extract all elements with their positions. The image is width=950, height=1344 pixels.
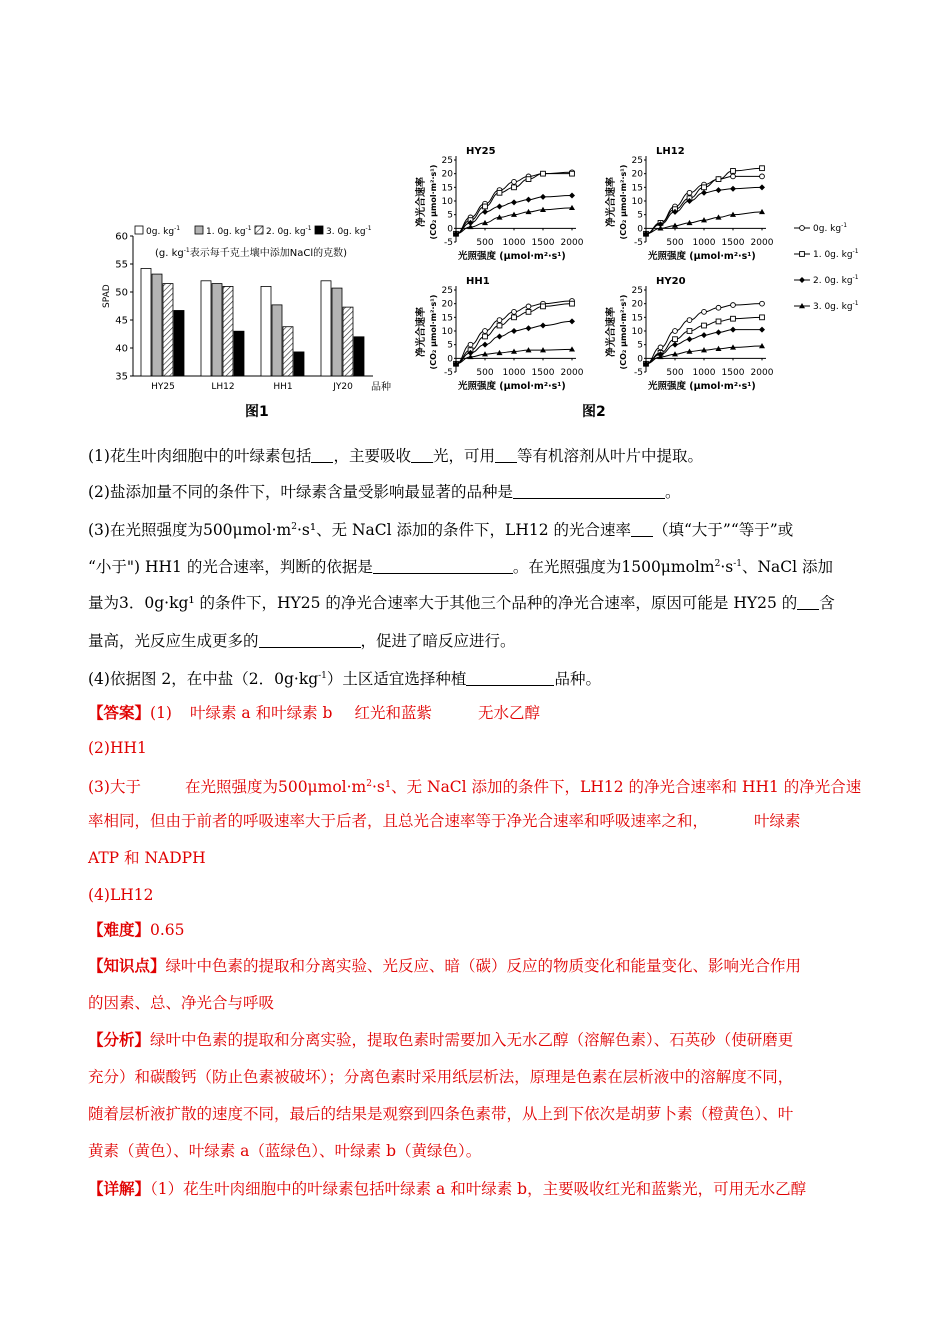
fig2-point — [526, 325, 532, 331]
fig2-yunit: (CO₂ μmol·m²·s¹) — [429, 294, 438, 370]
fig1-legend-label: 1. 0g. $kg^{-1}$ — [206, 225, 252, 237]
answer-3-line-3: ATP 和 NADPH — [88, 849, 206, 867]
fig2-ytick: 10 — [441, 197, 453, 207]
fig2-xtick: 1500 — [531, 368, 555, 378]
question-3-line-2: “小于") HH1 的光合速率，判断的依据是 。在光照强度为$1500\mu molm^2\cdot s^{-1}$、NaCl 添加 — [88, 558, 834, 577]
fig2-point — [800, 252, 805, 257]
fig2-point — [716, 319, 721, 324]
fig2-point — [730, 327, 736, 333]
fig2-point — [701, 332, 707, 338]
fig2-panel — [604, 276, 774, 392]
fig2-point — [570, 171, 575, 176]
fig2-point — [570, 301, 575, 306]
fig2-ylabel: 净光合速率 — [416, 307, 427, 357]
fig2-panel — [414, 146, 584, 262]
question-3-line-1: (3)在光照强度为$500\mu mol\cdot m^2\cdot s^1$、无 NaCl 添加的条件下，LH12 的光合速率 （填“大于”“等于”或 — [88, 521, 794, 540]
fig1-ytick: 40 — [115, 343, 128, 355]
fig2-xlabel: 光照强度 (μmol·m²·s¹) — [458, 381, 566, 392]
fig2-ytick: 25 — [441, 156, 453, 166]
fig1-category-label: LH12 — [211, 382, 235, 392]
fig2-point — [760, 315, 765, 320]
fig1-note: (g. $kg^{-1}$表示每千克土壤中添加NaCl的克数) — [155, 247, 348, 259]
fig2-point — [730, 186, 736, 192]
fig2-ytick: 20 — [631, 169, 643, 180]
difficulty: 【难度】0.65 — [88, 920, 185, 939]
fig2-yunit: (CO₂ μmol·m²·s¹) — [619, 164, 628, 240]
fig2-xtick: 1000 — [502, 238, 526, 248]
question-1: (1)花生叶肉细胞中的叶绿素包括 ，主要吸收 光，可用 等有机溶剂从叶片中提取。 — [88, 447, 704, 465]
fig2-point — [673, 329, 678, 334]
question-3-line-4: 量高，光反应生成更多的 ，促进了暗反应进行。 — [88, 632, 516, 650]
fig2-xlabel: 光照强度 (μmol·m²·s¹) — [648, 381, 756, 392]
fig2-point — [760, 301, 765, 306]
fig2-xtick: 2000 — [750, 238, 774, 248]
fig2-panel-title: HY25 — [466, 146, 496, 157]
fig2-panel-title: LH12 — [656, 146, 685, 157]
figure-2-line-charts — [412, 140, 857, 422]
fig1-xlabel: 品种 — [371, 382, 391, 393]
fig2-series-line — [646, 168, 762, 234]
answer-1: 【答案】(1) 叶绿素 a 和叶绿素 b 红光和蓝紫 无水乙醇 — [88, 703, 540, 722]
fig2-point — [799, 277, 805, 283]
fig1-ylabel: SPAD — [102, 284, 112, 308]
fig2-xtick: 500 — [666, 368, 684, 378]
fig1-bar — [272, 305, 282, 376]
fig2-yunit: (CO₂ μmol·m²·s¹) — [429, 164, 438, 240]
fig1-ytick: 35 — [115, 371, 128, 383]
fig1-bar — [223, 286, 233, 376]
fig1-bar — [141, 268, 151, 376]
fig2-point — [731, 169, 736, 174]
fig2-xtick: 2000 — [560, 238, 584, 248]
fig2-ytick: 20 — [631, 299, 643, 310]
fig2-xtick: 1500 — [721, 238, 745, 248]
fig2-point — [526, 309, 531, 314]
fig2-point — [716, 177, 721, 182]
fig1-ytick: 50 — [115, 287, 128, 299]
fig2-point — [731, 316, 736, 321]
figure-1-bar-chart — [95, 218, 415, 418]
fig2-point — [716, 329, 722, 335]
fig2-point — [569, 193, 575, 199]
fig2-point — [512, 179, 517, 184]
fig2-xlabel: 光照强度 (μmol·m²·s¹) — [458, 251, 566, 262]
fig1-category-label: HY25 — [151, 382, 175, 392]
fig2-point — [497, 190, 502, 195]
fig2-ytick: -5 — [634, 238, 643, 248]
fig2-xtick: 1000 — [692, 238, 716, 248]
fig2-point — [512, 315, 517, 320]
fig1-bar — [294, 352, 304, 376]
fig2-point — [687, 318, 692, 323]
fig2-point — [541, 171, 546, 176]
fig1-bar — [212, 284, 222, 376]
answer-3-line-2: 率相同，但由于前者的呼吸速率大于后者，且总光合速率等于净光合速率和呼吸速率之和， 叶绿素 — [88, 812, 801, 830]
fig2-ytick: 15 — [631, 313, 643, 324]
fig2-series-line — [456, 321, 572, 363]
fig2-point — [483, 329, 488, 334]
fig2-xtick: 500 — [476, 238, 494, 248]
fig1-category-label: HH1 — [273, 382, 293, 392]
fig2-point — [716, 305, 721, 310]
fig2-ytick: 25 — [441, 286, 453, 296]
answer-4: (4)LH12 — [88, 886, 154, 904]
fig2-point — [687, 329, 692, 334]
fig2-point — [760, 174, 765, 179]
fig2-ytick: 25 — [631, 156, 643, 166]
knowledge-line-2: 的因素、总、净光合与呼吸 — [88, 994, 275, 1012]
fig1-bar — [174, 310, 184, 376]
fig2-point — [483, 334, 488, 339]
fig1-legend — [135, 225, 372, 237]
fig2-point — [540, 194, 546, 200]
fig2-ytick: 10 — [631, 327, 643, 337]
fig2-xtick: 1000 — [502, 368, 526, 378]
fig1-bar — [321, 281, 331, 376]
fig2-ytick: 10 — [441, 327, 453, 337]
fig2-legend-label: 2. 0g. $kg^{-1}$ — [813, 274, 859, 286]
fig2-point — [482, 209, 488, 215]
fig2-yunit: (CO₂ μmol·m²·s¹) — [619, 294, 628, 370]
fig2-point — [759, 184, 765, 190]
fig1-legend-swatch — [315, 226, 323, 234]
fig1-bar — [343, 307, 353, 376]
fig2-point — [716, 187, 722, 193]
detail-line-1: 【详解】（1）花生叶肉细胞中的叶绿素包括叶绿素 a 和叶绿素 b，主要吸收红光和蓝紫光，可用无水乙醇 — [88, 1179, 807, 1198]
fig2-ylabel: 净光合速率 — [416, 177, 427, 227]
fig2-point — [687, 190, 692, 195]
fig2-xtick: 500 — [666, 238, 684, 248]
fig2-point — [540, 323, 546, 329]
fig1-legend-label: 2. 0g. $kg^{-1}$ — [266, 225, 312, 237]
fig2-point — [731, 174, 736, 179]
fig2-ytick: 0 — [447, 224, 453, 235]
fig2-point — [702, 323, 707, 328]
fig2-caption: 图2 — [582, 404, 606, 420]
fig2-point — [511, 199, 517, 205]
answer-2: (2)HH1 — [88, 739, 147, 757]
fig2-ytick: 0 — [637, 224, 643, 235]
fig2-legend-label: 1. 0g. $kg^{-1}$ — [813, 248, 859, 260]
fig2-ytick: 15 — [441, 183, 453, 194]
fig2-point — [701, 190, 707, 196]
fig2-xlabel: 光照强度 (μmol·m²·s¹) — [648, 251, 756, 262]
fig1-category-label: JY20 — [333, 382, 353, 392]
fig1-bars — [141, 268, 364, 392]
fig2-panel-title: HY20 — [656, 276, 686, 287]
fig2-ytick: 0 — [447, 354, 453, 365]
fig2-point — [702, 309, 707, 314]
fig2-point — [512, 185, 517, 190]
analysis-line-4: 黄素（黄色）、叶绿素 a（蓝绿色）、叶绿素 b（黄绿色）。 — [88, 1142, 482, 1160]
fig2-ytick: -5 — [634, 368, 643, 378]
fig2-xtick: 2000 — [560, 368, 584, 378]
analysis-line-3: 随着层析液扩散的速度不同，最后的结果是观察到四条色素带，从上到下依次是胡萝卜素（橙黄色）、叶 — [88, 1105, 794, 1123]
fig2-point — [526, 304, 531, 309]
fig2-point — [511, 328, 517, 334]
fig2-ytick: -5 — [444, 238, 453, 248]
fig2-point — [541, 304, 546, 309]
fig2-point — [702, 185, 707, 190]
fig2-panel — [604, 146, 774, 262]
fig1-bar — [261, 286, 271, 376]
fig1-bar — [152, 274, 162, 376]
fig2-point — [512, 309, 517, 314]
fig1-legend-swatch — [195, 226, 203, 234]
fig2-xtick: 1000 — [692, 368, 716, 378]
fig2-ytick: 0 — [637, 354, 643, 365]
fig2-panel-title: HH1 — [466, 276, 490, 287]
question-4: (4)依据图 2，在中盐（2．$0g\cdot kg^{-1}$）土区适宜选择种植 品种。 — [88, 670, 601, 689]
fig1-legend-label: 3. 0g. $kg^{-1}$ — [326, 225, 372, 237]
fig2-point — [526, 177, 531, 182]
fig2-point — [468, 342, 473, 347]
fig2-ytick: 15 — [441, 313, 453, 324]
answer-3-line-1: (3)大于 在光照强度为$500\mu mol\cdot m^2\cdot s^1$、无 NaCl 添加的条件下，LH12 的净光合速率和 HH1 的净光合速 — [88, 778, 862, 797]
fig2-xtick: 2000 — [750, 368, 774, 378]
fig2-ytick: -5 — [444, 368, 453, 378]
fig1-bar — [332, 288, 342, 376]
fig2-point — [760, 166, 765, 171]
fig2-ytick: 5 — [447, 210, 453, 221]
fig2-point — [482, 342, 488, 348]
fig2-ytick: 5 — [447, 340, 453, 351]
fig2-ytick: 20 — [441, 169, 453, 180]
fig2-ytick: 10 — [631, 197, 643, 207]
fig2-point — [497, 203, 503, 209]
fig2-point — [658, 345, 663, 350]
fig2-panel — [414, 276, 584, 392]
fig2-ytick: 5 — [637, 340, 643, 351]
fig2-ytick: 15 — [631, 183, 643, 194]
knowledge-line-1: 【知识点】绿叶中色素的提取和分离实验、光反应、暗（碳）反应的物质变化和能量变化、影响光合作用 — [88, 956, 802, 975]
fig2-legend-label: 3. 0g. $kg^{-1}$ — [813, 300, 859, 312]
question-2: (2)盐添加量不同的条件下，叶绿素含量受影响最显著的品种是 。 — [88, 483, 681, 501]
fig1-legend-swatch — [255, 226, 263, 234]
fig2-xtick: 1500 — [721, 368, 745, 378]
fig2-point — [731, 303, 736, 308]
fig1-bar — [234, 331, 244, 376]
fig2-xtick: 1500 — [531, 238, 555, 248]
analysis-line-2: 充分）和碳酸钙（防止色素被破坏）；分离色素时采用纸层析法，原理是色素在层析液中的溶解度不同， — [88, 1068, 794, 1086]
fig1-bar — [163, 284, 173, 376]
fig2-legend-label: 0g. $kg^{-1}$ — [813, 222, 848, 234]
fig2-point — [687, 336, 693, 342]
fig1-bar — [201, 281, 211, 376]
fig2-ytick: 20 — [441, 299, 453, 310]
fig2-ytick: 25 — [631, 286, 643, 296]
fig1-bar — [354, 337, 364, 376]
fig1-ytick: 45 — [115, 315, 128, 327]
fig2-ylabel: 净光合速率 — [606, 177, 617, 227]
fig2-point — [497, 333, 503, 339]
fig1-bar — [283, 327, 293, 376]
fig1-ytick: 60 — [115, 231, 128, 243]
fig1-legend-label: 0g. $kg^{-1}$ — [146, 225, 181, 237]
fig1-ytick: 55 — [115, 259, 128, 271]
fig2-legend — [794, 222, 859, 312]
fig1-caption: 图1 — [245, 404, 269, 420]
fig2-point — [673, 337, 678, 342]
fig2-point — [497, 318, 502, 323]
fig1-legend-swatch — [135, 226, 143, 234]
question-3-line-3: 量为3．0g·kg¹ 的条件下，HY25 的净光合速率大于其他三个品种的净光合速率，原因可能是 HY25 的 含 — [88, 594, 835, 612]
fig2-xtick: 500 — [476, 368, 494, 378]
fig2-ytick: 5 — [637, 210, 643, 221]
fig2-ylabel: 净光合速率 — [606, 307, 617, 357]
fig2-point — [672, 342, 678, 348]
fig2-point — [759, 327, 765, 333]
fig2-point — [800, 226, 805, 231]
fig2-point — [497, 323, 502, 328]
fig2-point — [569, 318, 575, 324]
fig2-point — [483, 204, 488, 209]
analysis-line-1: 【分析】绿叶中色素的提取和分离实验，提取色素时需要加入无水乙醇（溶解色素）、石英砂（使研磨更 — [88, 1030, 794, 1049]
fig2-point — [526, 197, 532, 203]
